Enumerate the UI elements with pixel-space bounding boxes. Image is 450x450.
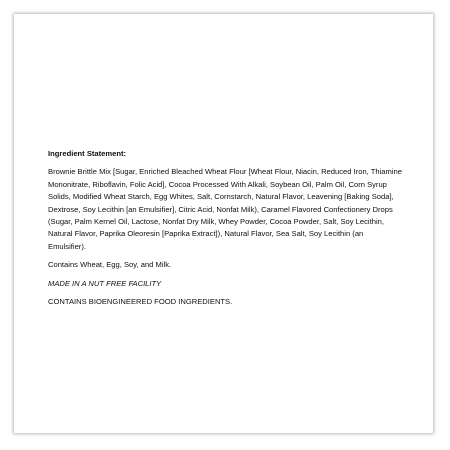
- ingredient-heading: Ingredient Statement:: [48, 149, 127, 158]
- document-card: [14, 14, 433, 433]
- bioengineered-statement: CONTAINS BIOENGINEERED FOOD INGREDIENTS.: [48, 297, 233, 307]
- ingredients-text: Brownie Brittle Mix [Sugar, Enriched Bleached Wheat Flour [Wheat Flour, Niacin, Reduced Iron, Thiamine Mononitrate, Riboflavin, Folic Acid], Cocoa Processed With Alkali, Soybean Oil, Palm Oil, Corn Syrup Solids, Modified Wheat Starch, Egg Whites, Salt, Cornstarch, Natural Flavor, Leavening [Baking Soda], Dextrose, Soy Lecithin [an Emulsifier], Citric Acid, Nonfat Milk), Caramel Flavored Confectionery Drops (Sugar, Palm Kernel Oil, Lactose, Nonfat Dry Milk, Whey Powder, Cocoa Powder, Salt, Soy Lecithin, Natural Flavor, Paprika Oleoresin [Paprika Extract]), Natural Flavor, Sea Salt, Soy Lecithin (an Emulsifier).: [48, 167, 402, 251]
- allergen-statement: Contains Wheat, Egg, Soy, and Milk.: [48, 260, 172, 270]
- facility-statement: MADE IN A NUT FREE FACILITY: [48, 278, 162, 288]
- ingredient-statement: [48, 148, 402, 314]
